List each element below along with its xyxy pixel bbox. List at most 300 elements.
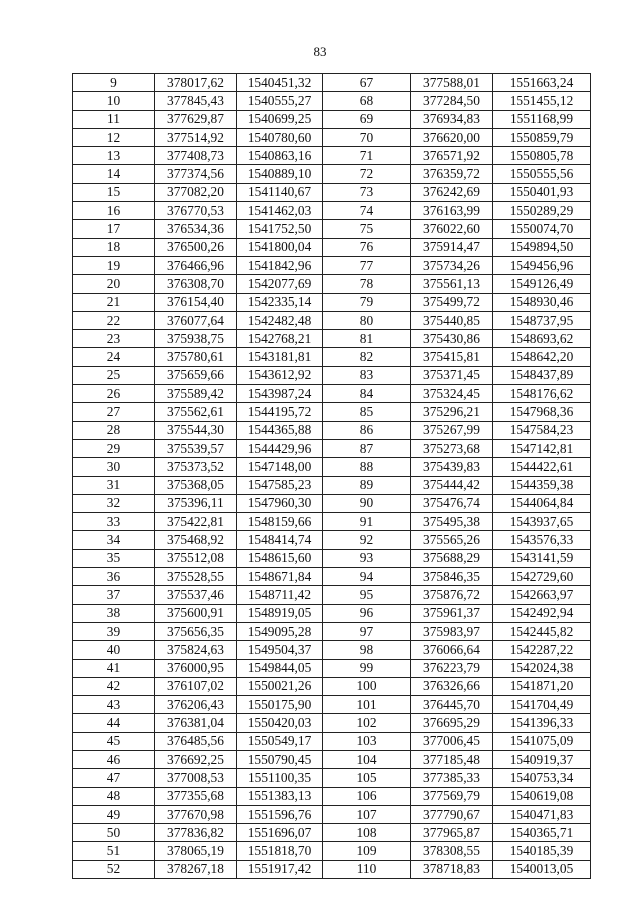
y-coordinate-cell: 1543987,24 <box>237 385 323 403</box>
x-coordinate-cell: 375371,45 <box>411 366 493 384</box>
x-coordinate-cell: 376022,60 <box>411 220 493 238</box>
point-number-cell: 94 <box>323 568 411 586</box>
point-number-cell: 90 <box>323 494 411 512</box>
y-coordinate-cell: 1550790,45 <box>237 750 323 768</box>
table-row <box>73 458 591 476</box>
y-coordinate-cell: 1549456,96 <box>493 256 591 274</box>
x-coordinate-cell: 375938,75 <box>155 330 237 348</box>
point-number-cell: 67 <box>323 74 411 92</box>
y-coordinate-cell: 1541704,49 <box>493 696 591 714</box>
x-coordinate-cell: 376154,40 <box>155 293 237 311</box>
y-coordinate-cell: 1550175,90 <box>237 696 323 714</box>
table-row <box>73 513 591 531</box>
table-row <box>73 421 591 439</box>
point-number-cell: 108 <box>323 824 411 842</box>
point-number-cell: 107 <box>323 805 411 823</box>
table-row <box>73 805 591 823</box>
y-coordinate-cell: 1550859,79 <box>493 128 591 146</box>
x-coordinate-cell: 375961,37 <box>411 604 493 622</box>
x-coordinate-cell: 376223,79 <box>411 659 493 677</box>
point-number-cell: 46 <box>73 750 155 768</box>
x-coordinate-cell: 376695,29 <box>411 714 493 732</box>
x-coordinate-cell: 375539,57 <box>155 439 237 457</box>
table-row <box>73 202 591 220</box>
y-coordinate-cell: 1550555,56 <box>493 165 591 183</box>
y-coordinate-cell: 1548176,62 <box>493 385 591 403</box>
x-coordinate-cell: 375562,61 <box>155 403 237 421</box>
table-row <box>73 92 591 110</box>
y-coordinate-cell: 1542663,97 <box>493 586 591 604</box>
x-coordinate-cell: 378308,55 <box>411 842 493 860</box>
x-coordinate-cell: 377082,20 <box>155 183 237 201</box>
x-coordinate-cell: 376692,25 <box>155 750 237 768</box>
y-coordinate-cell: 1542445,82 <box>493 622 591 640</box>
table-row <box>73 696 591 714</box>
y-coordinate-cell: 1551696,07 <box>237 824 323 842</box>
table-row <box>73 293 591 311</box>
point-number-cell: 105 <box>323 769 411 787</box>
x-coordinate-cell: 376077,64 <box>155 311 237 329</box>
x-coordinate-cell: 375528,55 <box>155 568 237 586</box>
point-number-cell: 17 <box>73 220 155 238</box>
point-number-cell: 93 <box>323 549 411 567</box>
table-row <box>73 677 591 695</box>
y-coordinate-cell: 1548737,95 <box>493 311 591 329</box>
x-coordinate-cell: 375415,81 <box>411 348 493 366</box>
y-coordinate-cell: 1540471,83 <box>493 805 591 823</box>
point-number-cell: 25 <box>73 366 155 384</box>
x-coordinate-cell: 375688,29 <box>411 549 493 567</box>
x-coordinate-cell: 377284,50 <box>411 92 493 110</box>
y-coordinate-cell: 1540365,71 <box>493 824 591 842</box>
table-row <box>73 256 591 274</box>
x-coordinate-cell: 377670,98 <box>155 805 237 823</box>
y-coordinate-cell: 1548671,84 <box>237 568 323 586</box>
point-number-cell: 44 <box>73 714 155 732</box>
x-coordinate-cell: 377355,68 <box>155 787 237 805</box>
x-coordinate-cell: 377008,53 <box>155 769 237 787</box>
x-coordinate-cell: 376571,92 <box>411 147 493 165</box>
point-number-cell: 34 <box>73 531 155 549</box>
x-coordinate-cell: 377006,45 <box>411 732 493 750</box>
y-coordinate-cell: 1542077,69 <box>237 275 323 293</box>
point-number-cell: 13 <box>73 147 155 165</box>
table-row <box>73 787 591 805</box>
y-coordinate-cell: 1547142,81 <box>493 439 591 457</box>
table-row <box>73 842 591 860</box>
x-coordinate-cell: 375565,26 <box>411 531 493 549</box>
point-number-cell: 89 <box>323 476 411 494</box>
point-number-cell: 37 <box>73 586 155 604</box>
coordinates-table-body <box>73 74 591 879</box>
x-coordinate-cell: 378718,83 <box>411 860 493 878</box>
point-number-cell: 100 <box>323 677 411 695</box>
x-coordinate-cell: 378017,62 <box>155 74 237 92</box>
table-row <box>73 348 591 366</box>
y-coordinate-cell: 1542482,48 <box>237 311 323 329</box>
point-number-cell: 29 <box>73 439 155 457</box>
point-number-cell: 24 <box>73 348 155 366</box>
x-coordinate-cell: 377790,67 <box>411 805 493 823</box>
table-row <box>73 860 591 878</box>
y-coordinate-cell: 1544365,88 <box>237 421 323 439</box>
y-coordinate-cell: 1550420,03 <box>237 714 323 732</box>
point-number-cell: 28 <box>73 421 155 439</box>
point-number-cell: 81 <box>323 330 411 348</box>
x-coordinate-cell: 378267,18 <box>155 860 237 878</box>
y-coordinate-cell: 1543612,92 <box>237 366 323 384</box>
point-number-cell: 50 <box>73 824 155 842</box>
x-coordinate-cell: 375589,42 <box>155 385 237 403</box>
y-coordinate-cell: 1548693,62 <box>493 330 591 348</box>
y-coordinate-cell: 1547968,36 <box>493 403 591 421</box>
x-coordinate-cell: 376206,43 <box>155 696 237 714</box>
y-coordinate-cell: 1551100,35 <box>237 769 323 787</box>
point-number-cell: 20 <box>73 275 155 293</box>
x-coordinate-cell: 376163,99 <box>411 202 493 220</box>
x-coordinate-cell: 376066,64 <box>411 641 493 659</box>
table-row <box>73 275 591 293</box>
point-number-cell: 104 <box>323 750 411 768</box>
y-coordinate-cell: 1540889,10 <box>237 165 323 183</box>
y-coordinate-cell: 1548919,05 <box>237 604 323 622</box>
point-number-cell: 43 <box>73 696 155 714</box>
x-coordinate-cell: 375430,86 <box>411 330 493 348</box>
point-number-cell: 75 <box>323 220 411 238</box>
y-coordinate-cell: 1544422,61 <box>493 458 591 476</box>
y-coordinate-cell: 1548711,42 <box>237 586 323 604</box>
table-row <box>73 403 591 421</box>
point-number-cell: 21 <box>73 293 155 311</box>
point-number-cell: 98 <box>323 641 411 659</box>
point-number-cell: 109 <box>323 842 411 860</box>
table-row <box>73 622 591 640</box>
point-number-cell: 14 <box>73 165 155 183</box>
point-number-cell: 12 <box>73 128 155 146</box>
y-coordinate-cell: 1541140,67 <box>237 183 323 201</box>
x-coordinate-cell: 376107,02 <box>155 677 237 695</box>
y-coordinate-cell: 1550805,78 <box>493 147 591 165</box>
y-coordinate-cell: 1540619,08 <box>493 787 591 805</box>
point-number-cell: 32 <box>73 494 155 512</box>
x-coordinate-cell: 377965,87 <box>411 824 493 842</box>
table-row <box>73 732 591 750</box>
x-coordinate-cell: 375656,35 <box>155 622 237 640</box>
x-coordinate-cell: 375439,83 <box>411 458 493 476</box>
x-coordinate-cell: 375476,74 <box>411 494 493 512</box>
point-number-cell: 10 <box>73 92 155 110</box>
point-number-cell: 83 <box>323 366 411 384</box>
table-row <box>73 439 591 457</box>
point-number-cell: 48 <box>73 787 155 805</box>
y-coordinate-cell: 1549894,50 <box>493 238 591 256</box>
x-coordinate-cell: 376770,53 <box>155 202 237 220</box>
x-coordinate-cell: 378065,19 <box>155 842 237 860</box>
x-coordinate-cell: 376359,72 <box>411 165 493 183</box>
y-coordinate-cell: 1541462,03 <box>237 202 323 220</box>
x-coordinate-cell: 376242,69 <box>411 183 493 201</box>
table-row <box>73 128 591 146</box>
table-row <box>73 568 591 586</box>
y-coordinate-cell: 1547584,23 <box>493 421 591 439</box>
point-number-cell: 39 <box>73 622 155 640</box>
x-coordinate-cell: 375273,68 <box>411 439 493 457</box>
x-coordinate-cell: 375267,99 <box>411 421 493 439</box>
point-number-cell: 45 <box>73 732 155 750</box>
x-coordinate-cell: 375296,21 <box>411 403 493 421</box>
y-coordinate-cell: 1544195,72 <box>237 403 323 421</box>
table-row <box>73 549 591 567</box>
x-coordinate-cell: 376308,70 <box>155 275 237 293</box>
point-number-cell: 69 <box>323 110 411 128</box>
point-number-cell: 38 <box>73 604 155 622</box>
y-coordinate-cell: 1542492,94 <box>493 604 591 622</box>
y-coordinate-cell: 1549095,28 <box>237 622 323 640</box>
y-coordinate-cell: 1547960,30 <box>237 494 323 512</box>
x-coordinate-cell: 376466,96 <box>155 256 237 274</box>
x-coordinate-cell: 376620,00 <box>411 128 493 146</box>
table-row <box>73 659 591 677</box>
point-number-cell: 85 <box>323 403 411 421</box>
point-number-cell: 82 <box>323 348 411 366</box>
y-coordinate-cell: 1549126,49 <box>493 275 591 293</box>
y-coordinate-cell: 1540013,05 <box>493 860 591 878</box>
x-coordinate-cell: 375512,08 <box>155 549 237 567</box>
y-coordinate-cell: 1550021,26 <box>237 677 323 695</box>
y-coordinate-cell: 1543576,33 <box>493 531 591 549</box>
point-number-cell: 95 <box>323 586 411 604</box>
point-number-cell: 97 <box>323 622 411 640</box>
x-coordinate-cell: 375734,26 <box>411 256 493 274</box>
y-coordinate-cell: 1548159,66 <box>237 513 323 531</box>
y-coordinate-cell: 1549504,37 <box>237 641 323 659</box>
y-coordinate-cell: 1544359,38 <box>493 476 591 494</box>
x-coordinate-cell: 377588,01 <box>411 74 493 92</box>
point-number-cell: 68 <box>323 92 411 110</box>
x-coordinate-cell: 375468,92 <box>155 531 237 549</box>
table-row <box>73 147 591 165</box>
point-number-cell: 96 <box>323 604 411 622</box>
x-coordinate-cell: 375876,72 <box>411 586 493 604</box>
y-coordinate-cell: 1547148,00 <box>237 458 323 476</box>
point-number-cell: 84 <box>323 385 411 403</box>
point-number-cell: 18 <box>73 238 155 256</box>
y-coordinate-cell: 1540555,27 <box>237 92 323 110</box>
point-number-cell: 30 <box>73 458 155 476</box>
x-coordinate-cell: 377569,79 <box>411 787 493 805</box>
point-number-cell: 41 <box>73 659 155 677</box>
x-coordinate-cell: 376485,56 <box>155 732 237 750</box>
x-coordinate-cell: 375561,13 <box>411 275 493 293</box>
y-coordinate-cell: 1551818,70 <box>237 842 323 860</box>
point-number-cell: 22 <box>73 311 155 329</box>
x-coordinate-cell: 375499,72 <box>411 293 493 311</box>
point-number-cell: 15 <box>73 183 155 201</box>
table-row <box>73 165 591 183</box>
y-coordinate-cell: 1543181,81 <box>237 348 323 366</box>
y-coordinate-cell: 1540451,32 <box>237 74 323 92</box>
point-number-cell: 40 <box>73 641 155 659</box>
point-number-cell: 86 <box>323 421 411 439</box>
point-number-cell: 35 <box>73 549 155 567</box>
x-coordinate-cell: 375422,81 <box>155 513 237 531</box>
y-coordinate-cell: 1543141,59 <box>493 549 591 567</box>
point-number-cell: 70 <box>323 128 411 146</box>
y-coordinate-cell: 1551168,99 <box>493 110 591 128</box>
point-number-cell: 72 <box>323 165 411 183</box>
point-number-cell: 42 <box>73 677 155 695</box>
x-coordinate-cell: 376534,36 <box>155 220 237 238</box>
x-coordinate-cell: 375495,38 <box>411 513 493 531</box>
point-number-cell: 9 <box>73 74 155 92</box>
y-coordinate-cell: 1541800,04 <box>237 238 323 256</box>
y-coordinate-cell: 1542024,38 <box>493 659 591 677</box>
x-coordinate-cell: 375544,30 <box>155 421 237 439</box>
point-number-cell: 76 <box>323 238 411 256</box>
y-coordinate-cell: 1547585,23 <box>237 476 323 494</box>
y-coordinate-cell: 1543937,65 <box>493 513 591 531</box>
y-coordinate-cell: 1540919,37 <box>493 750 591 768</box>
table-row <box>73 586 591 604</box>
x-coordinate-cell: 377836,82 <box>155 824 237 842</box>
point-number-cell: 27 <box>73 403 155 421</box>
y-coordinate-cell: 1548642,20 <box>493 348 591 366</box>
x-coordinate-cell: 375600,91 <box>155 604 237 622</box>
x-coordinate-cell: 375440,85 <box>411 311 493 329</box>
table-row <box>73 183 591 201</box>
point-number-cell: 51 <box>73 842 155 860</box>
table-row <box>73 750 591 768</box>
y-coordinate-cell: 1542729,60 <box>493 568 591 586</box>
table-row <box>73 494 591 512</box>
y-coordinate-cell: 1550074,70 <box>493 220 591 238</box>
x-coordinate-cell: 375846,35 <box>411 568 493 586</box>
x-coordinate-cell: 376445,70 <box>411 696 493 714</box>
point-number-cell: 73 <box>323 183 411 201</box>
table-row <box>73 604 591 622</box>
point-number-cell: 33 <box>73 513 155 531</box>
point-number-cell: 101 <box>323 696 411 714</box>
y-coordinate-cell: 1540780,60 <box>237 128 323 146</box>
y-coordinate-cell: 1544064,84 <box>493 494 591 512</box>
point-number-cell: 110 <box>323 860 411 878</box>
y-coordinate-cell: 1551383,13 <box>237 787 323 805</box>
table-row <box>73 74 591 92</box>
table-row <box>73 220 591 238</box>
point-number-cell: 49 <box>73 805 155 823</box>
x-coordinate-cell: 375914,47 <box>411 238 493 256</box>
x-coordinate-cell: 376381,04 <box>155 714 237 732</box>
y-coordinate-cell: 1551596,76 <box>237 805 323 823</box>
table-row <box>73 110 591 128</box>
y-coordinate-cell: 1540863,16 <box>237 147 323 165</box>
point-number-cell: 87 <box>323 439 411 457</box>
point-number-cell: 47 <box>73 769 155 787</box>
x-coordinate-cell: 375396,11 <box>155 494 237 512</box>
y-coordinate-cell: 1542768,21 <box>237 330 323 348</box>
y-coordinate-cell: 1541871,20 <box>493 677 591 695</box>
x-coordinate-cell: 375780,61 <box>155 348 237 366</box>
x-coordinate-cell: 376000,95 <box>155 659 237 677</box>
point-number-cell: 103 <box>323 732 411 750</box>
point-number-cell: 26 <box>73 385 155 403</box>
y-coordinate-cell: 1542287,22 <box>493 641 591 659</box>
y-coordinate-cell: 1550549,17 <box>237 732 323 750</box>
y-coordinate-cell: 1541752,50 <box>237 220 323 238</box>
x-coordinate-cell: 375537,46 <box>155 586 237 604</box>
y-coordinate-cell: 1550289,29 <box>493 202 591 220</box>
y-coordinate-cell: 1551917,42 <box>237 860 323 878</box>
x-coordinate-cell: 377374,56 <box>155 165 237 183</box>
y-coordinate-cell: 1548615,60 <box>237 549 323 567</box>
x-coordinate-cell: 377629,87 <box>155 110 237 128</box>
table-row <box>73 366 591 384</box>
x-coordinate-cell: 375324,45 <box>411 385 493 403</box>
point-number-cell: 102 <box>323 714 411 732</box>
y-coordinate-cell: 1548930,46 <box>493 293 591 311</box>
page-number: 83 <box>313 44 327 59</box>
x-coordinate-cell: 376500,26 <box>155 238 237 256</box>
point-number-cell: 91 <box>323 513 411 531</box>
y-coordinate-cell: 1548437,89 <box>493 366 591 384</box>
x-coordinate-cell: 377185,48 <box>411 750 493 768</box>
y-coordinate-cell: 1540185,39 <box>493 842 591 860</box>
y-coordinate-cell: 1541396,33 <box>493 714 591 732</box>
table-row <box>73 531 591 549</box>
point-number-cell: 74 <box>323 202 411 220</box>
point-number-cell: 77 <box>323 256 411 274</box>
point-number-cell: 106 <box>323 787 411 805</box>
y-coordinate-cell: 1540699,25 <box>237 110 323 128</box>
y-coordinate-cell: 1541075,09 <box>493 732 591 750</box>
table-row <box>73 476 591 494</box>
point-number-cell: 52 <box>73 860 155 878</box>
y-coordinate-cell: 1542335,14 <box>237 293 323 311</box>
table-row <box>73 769 591 787</box>
point-number-cell: 78 <box>323 275 411 293</box>
x-coordinate-cell: 377845,43 <box>155 92 237 110</box>
point-number-cell: 16 <box>73 202 155 220</box>
x-coordinate-cell: 376934,83 <box>411 110 493 128</box>
x-coordinate-cell: 375824,63 <box>155 641 237 659</box>
y-coordinate-cell: 1544429,96 <box>237 439 323 457</box>
coordinates-table <box>72 73 591 879</box>
point-number-cell: 36 <box>73 568 155 586</box>
x-coordinate-cell: 377385,33 <box>411 769 493 787</box>
point-number-cell: 19 <box>73 256 155 274</box>
point-number-cell: 71 <box>323 147 411 165</box>
y-coordinate-cell: 1550401,93 <box>493 183 591 201</box>
point-number-cell: 79 <box>323 293 411 311</box>
x-coordinate-cell: 375368,05 <box>155 476 237 494</box>
x-coordinate-cell: 375983,97 <box>411 622 493 640</box>
x-coordinate-cell: 376326,66 <box>411 677 493 695</box>
point-number-cell: 31 <box>73 476 155 494</box>
point-number-cell: 99 <box>323 659 411 677</box>
y-coordinate-cell: 1551455,12 <box>493 92 591 110</box>
table-row <box>73 641 591 659</box>
x-coordinate-cell: 377408,73 <box>155 147 237 165</box>
y-coordinate-cell: 1541842,96 <box>237 256 323 274</box>
table-row <box>73 824 591 842</box>
point-number-cell: 92 <box>323 531 411 549</box>
table-row <box>73 714 591 732</box>
table-row <box>73 330 591 348</box>
table-row <box>73 311 591 329</box>
x-coordinate-cell: 377514,92 <box>155 128 237 146</box>
y-coordinate-cell: 1551663,24 <box>493 74 591 92</box>
table-row <box>73 385 591 403</box>
